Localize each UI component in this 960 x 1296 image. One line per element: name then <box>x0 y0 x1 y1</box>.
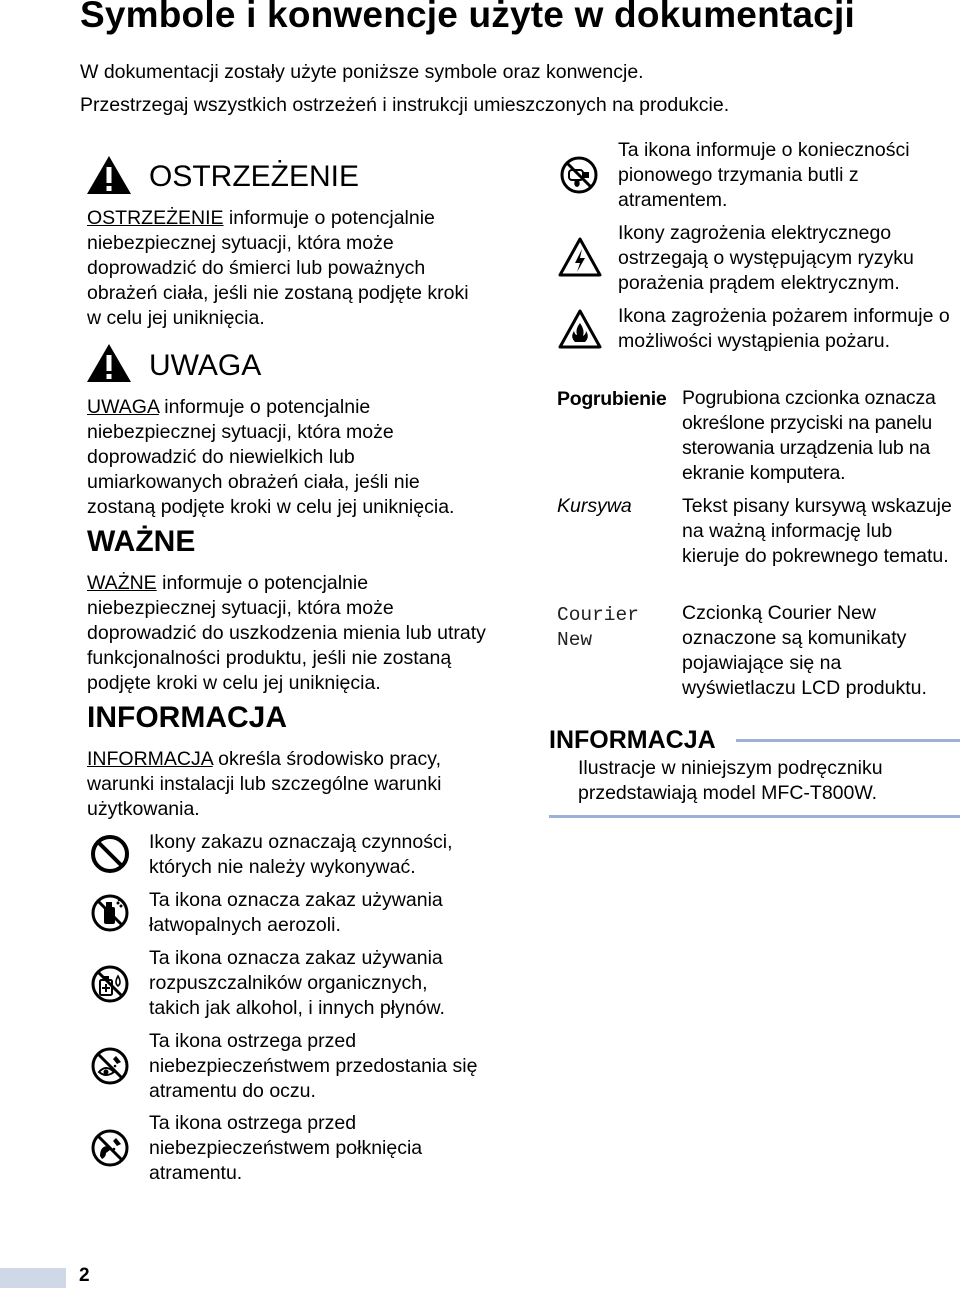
caution-heading: UWAGA <box>149 349 262 382</box>
page-title: Symbole i konwencje użyte w dokumentacji <box>80 0 855 35</box>
important-description <box>87 571 487 696</box>
right-icon-text-3: Ikona zagrożenia pożarem informuje o możliwości wystąpienia pożaru. <box>618 305 950 352</box>
convention-label-bold: Pogrubienie <box>557 388 667 410</box>
intro-line-2: Przestrzegaj wszystkich ostrzeżeń i instrukcji umieszczonych na produkcie. <box>80 94 730 116</box>
left-icon-text-4: Ta ikona ostrzega przed niebezpieczeństwem przedostania się atramentu do oczu. <box>149 1030 478 1102</box>
note-box-top-rule <box>736 739 960 742</box>
convention-text-courier: Czcionką Courier New oznaczone są komunikaty pojawiające się na wyświetlaczu LCD produktu. <box>682 602 927 699</box>
note-box-heading: INFORMACJA <box>549 726 716 754</box>
note-box-text: Ilustracje w niniejszym podręczniku przedstawiają model MFC-T800W. <box>578 757 883 804</box>
convention-label-italic: Kursywa <box>557 495 632 517</box>
note-description <box>87 747 487 822</box>
right-icon-text-2: Ikony zagrożenia elektrycznego ostrzegają o występującym ryzyku porażenia prądem elektrycznym. <box>618 222 914 294</box>
intro-line-1: W dokumentacji zostały użyte poniższe symbole oraz konwencje. <box>80 61 644 83</box>
prohibition-icon <box>88 832 132 876</box>
page-number-band <box>0 1268 66 1288</box>
caution-text: informuje o potencjalnie niebezpiecznej sytuacji, która może doprowadzić do niewielkich lub umiarkowanych obrażeń ciała, jeśli nie zostaną podjęte kroki w celu jej uniknięcia. <box>87 396 455 518</box>
warning-description <box>87 206 487 331</box>
note-text: określa środowisko pracy, warunki instalacji lub szczególne warunki użytkowania. <box>87 748 442 820</box>
no-solvent-icon <box>88 962 132 1006</box>
note-heading: INFORMACJA <box>87 701 287 734</box>
important-text: informuje o potencjalnie niebezpiecznej sytuacji, która może doprowadzić do uszkodzenia mienia lub utraty funkcjonalności produktu, jeśli nie zostaną podjęte kroki w celu jej uniknięcia. <box>87 572 486 694</box>
eye-contact-icon <box>88 1044 132 1088</box>
left-icon-text-3: Ta ikona oznacza zakaz używania rozpuszczalników organicznych, takich jak alkohol, i innych płynów. <box>149 947 445 1019</box>
fire-hazard-icon <box>558 309 602 349</box>
left-icon-text-2: Ta ikona oznacza zakaz używania łatwopalnych aerozoli. <box>149 889 443 936</box>
convention-text-italic: Tekst pisany kursywą wskazuje na ważną informację lub kieruje do pokrewnego tematu. <box>682 495 952 567</box>
no-aerosol-icon <box>88 891 132 935</box>
caution-description <box>87 395 487 520</box>
convention-label-courier: Courier New <box>557 604 639 651</box>
note-term: INFORMACJA <box>87 748 213 770</box>
convention-text-bold: Pogrubiona czcionka oznacza określone przyciski na panelu sterowania urządzenia lub na ekranie komputera. <box>682 387 936 484</box>
warning-text: informuje o potencjalnie niebezpiecznej sytuacji, która może doprowadzić do śmierci lub poważnych obrażeń ciała, jeśli nie zostaną podjęte kroki w celu jej uniknięcia. <box>87 207 469 329</box>
page-number: 2 <box>79 1265 90 1286</box>
no-swallow-icon <box>88 1126 132 1170</box>
right-icon-text-1: Ta ikona informuje o konieczności pionowego trzymania butli z atramentem. <box>618 139 910 211</box>
left-icon-text-5: Ta ikona ostrzega przed niebezpieczeństwem połknięcia atramentu. <box>149 1112 423 1184</box>
important-heading: WAŻNE <box>87 525 196 558</box>
caution-triangle-icon <box>86 343 132 383</box>
warning-term: OSTRZEŻENIE <box>87 207 224 229</box>
caution-term: UWAGA <box>87 396 159 418</box>
left-icon-text-1: Ikony zakazu oznaczają czynności, których nie należy wykonywać. <box>149 831 453 878</box>
note-box-bottom-rule <box>549 815 960 818</box>
warning-triangle-icon <box>86 155 132 195</box>
electrical-hazard-icon <box>558 237 602 277</box>
important-term: WAŻNE <box>87 572 157 594</box>
warning-heading: OSTRZEŻENIE <box>149 160 360 193</box>
upright-bottle-icon <box>557 153 601 197</box>
